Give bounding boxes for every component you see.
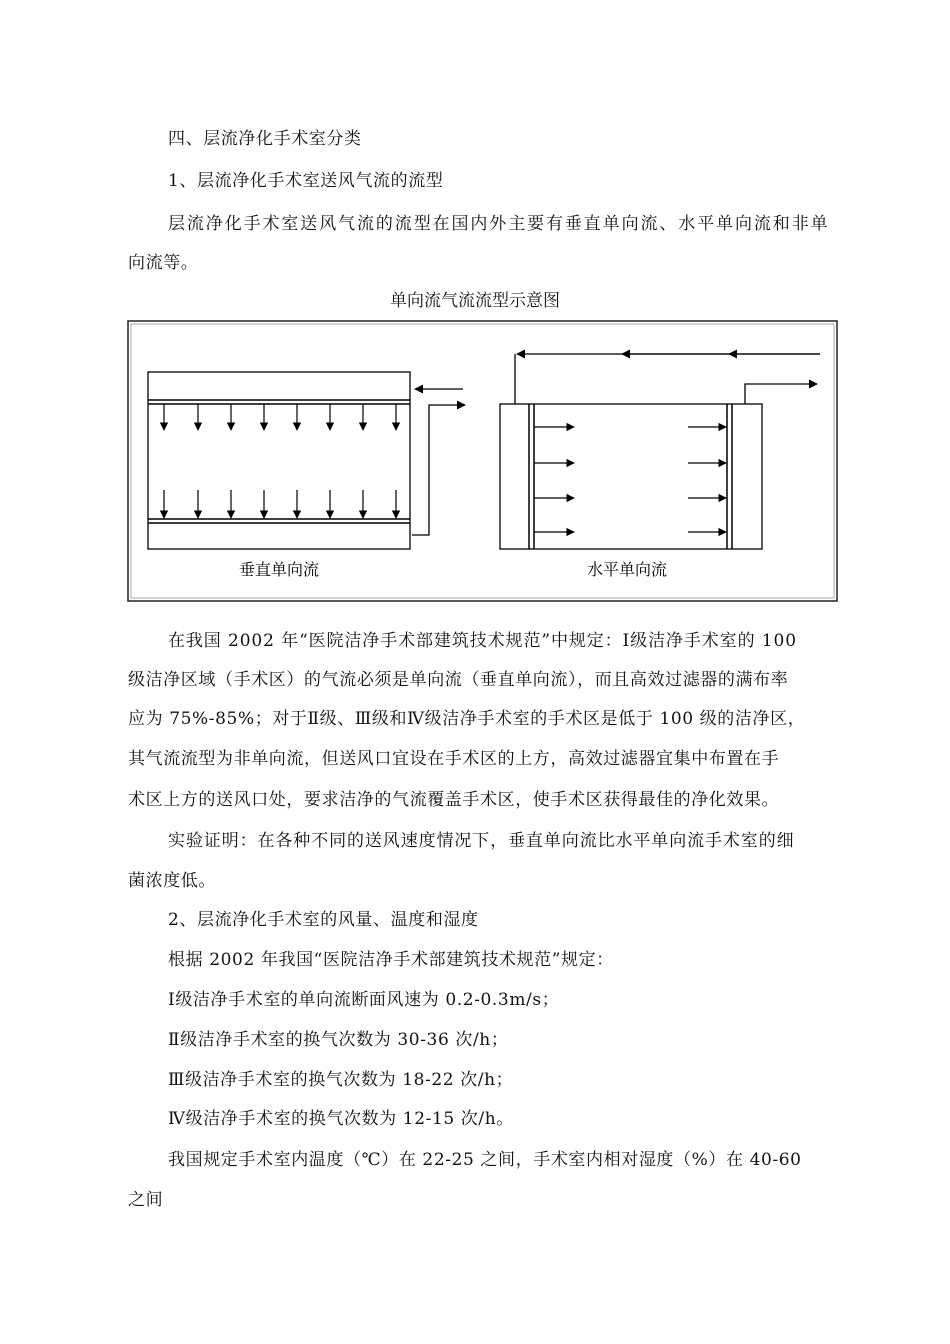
downflow-arrows-top xyxy=(164,404,396,430)
spec-item: Ⅳ级洁净手术室的换气次数为 12-15 次/h。 xyxy=(168,1109,514,1129)
para2-line-3: 应为 75%-85%；对于Ⅱ级、Ⅲ级和Ⅳ级洁净手术室的手术区是低于 100 级的洁净区， xyxy=(128,709,806,729)
subsection-2-heading: 2、层流净化手术室的风量、温度和湿度 xyxy=(168,910,479,930)
intro-line-2: 向流等。 xyxy=(128,253,199,273)
airflow-diagram xyxy=(127,320,839,604)
para2-line-5: 术区上方的送风口处，要求洁净的气流覆盖手术区，使手术区获得最佳的净化效果。 xyxy=(128,790,780,810)
para3-line-2: 菌浓度低。 xyxy=(128,871,216,891)
para2-line-2: 级洁净区域（手术区）的气流必须是单向流（垂直单向流），而且高效过滤器的满布率 xyxy=(128,670,789,690)
figure-caption: 单向流气流流型示意图 xyxy=(390,291,560,311)
final-line-1: 我国规定手术室内温度（℃）在 22-25 之间，手术室内相对湿度（%）在 40-60 xyxy=(168,1150,802,1170)
vertical-flow-diagram xyxy=(148,372,465,579)
para2-line-1: 在我国 2002 年“医院洁净手术部建筑技术规范”中规定：Ⅰ级洁净手术室的 100 xyxy=(168,631,797,651)
downflow-arrows-bottom xyxy=(164,490,396,518)
sideflow-arrows-right xyxy=(688,427,726,532)
para2-line-4: 其气流流型为非单向流，但送风口宜设在手术区的上方，高效过滤器宜集中布置在手 xyxy=(128,749,780,769)
spec-item: Ⅱ级洁净手术室的换气次数为 30-36 次/h； xyxy=(168,1030,509,1050)
spec-item: Ⅲ级洁净手术室的换气次数为 18-22 次/h； xyxy=(168,1070,514,1090)
final-line-2: 之间 xyxy=(128,1190,164,1210)
horizontal-flow-label: 水平单向流 xyxy=(586,560,668,579)
section-heading: 四、层流净化手术室分类 xyxy=(168,129,362,149)
spec-item: Ⅰ级洁净手术室的单向流断面风速为 0.2-0.3m/s； xyxy=(168,990,560,1010)
figure-frame xyxy=(128,321,837,601)
spec-intro: 根据 2002 年我国“医院洁净手术部建筑技术规范”规定： xyxy=(168,950,614,970)
subsection-1-heading: 1、层流净化手术室送风气流的流型 xyxy=(168,171,444,191)
intro-line-1: 层流净化手术室送风气流的流型在国内外主要有垂直单向流、水平单向流和非单 xyxy=(168,214,830,234)
sideflow-arrows-left xyxy=(534,427,574,532)
vertical-flow-label: 垂直单向流 xyxy=(238,560,320,579)
horizontal-flow-diagram xyxy=(500,354,820,579)
para3-line-1: 实验证明：在各种不同的送风速度情况下，垂直单向流比水平单向流手术室的细 xyxy=(168,831,795,851)
